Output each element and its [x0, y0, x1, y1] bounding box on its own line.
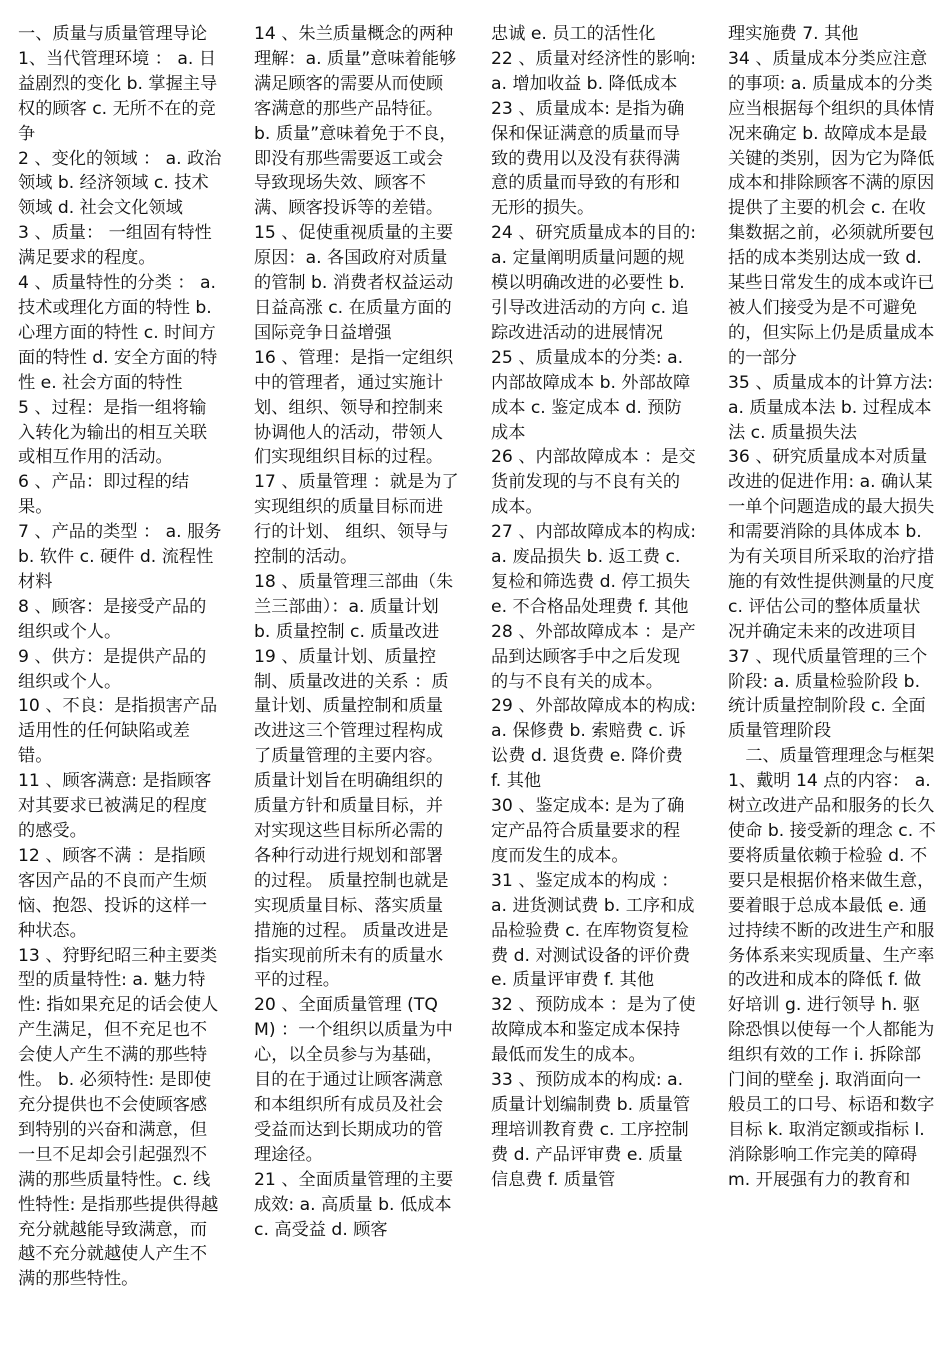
paragraph: 35 、质量成本的计算方法: a. 质量成本法 b. 过程成本法 c. 质量损失法: [728, 372, 934, 443]
paragraph: 8 、顾客：是接受产品的组织或个人。: [18, 596, 207, 642]
paragraph: 32 、预防成本 ：是为了使故障成本和鉴定成本保持最低而发生的成本。: [491, 995, 696, 1066]
paragraph: 23 、质量成本: 是指为确保和保证满意的质量而导致的费用以及没有获得满意的质量而导致的有形和无形的损失。: [491, 98, 685, 219]
paragraph: 29 、外部故障成本的构成: a. 保修费 b. 索赔费 c. 诉讼费 d. 退货费 e. 降价费 f. 其他: [491, 696, 697, 792]
text-column-1: [18, 22, 222, 1292]
text-column-4: [728, 22, 936, 1193]
paragraph: 15 、促使重视质量的主要原因：a. 各国政府对质量的管制 b. 消费者权益运动日益高涨 c. 在质量方面的国际竞争日益增强: [254, 223, 454, 343]
paragraph: 33 、预防成本的构成: a. 质量计划编制费 b. 质量管理培训教育费 c. 工序控制费 d. 产品评审费 e. 质量信息费 f. 质量管: [491, 1070, 691, 1190]
paragraph: 忠诚 e. 员工的活性化: [491, 24, 656, 44]
paragraph: 2 、变化的领域 ： a. 政治领域 b. 经济领域 c. 技术领域 d. 社会文化领域: [18, 148, 222, 219]
paragraph: 30 、鉴定成本: 是为了确定产品符合质量要求的程度而发生的成本。: [491, 796, 685, 866]
paragraph: 21 、全面质量管理的主要成效: a. 高质量 b. 低成本 c. 高受益 d. 顾客: [254, 1169, 454, 1240]
paragraph: 27 、内部故障成本的构成: a. 废品损失 b. 返工费 c. 复检和筛选费 d. 停工损失 e. 不合格品处理费 f. 其他: [491, 522, 697, 617]
paragraph: 34 、质量成本分类应注意的事项: a. 质量成本的分类应当根据每个组织的具体情况来确定 b. 故障成本是最关键的类别，因为它为降低成本和排除顾客不满的原因提供了主要的机会 c. 在收集数据之前，必须就所要包括的成本类别达成一致 d. 某些日常发生的成本或许已被人们接受为是不可避免的，但实际上仍是质量成本的一部分: [728, 48, 935, 368]
paragraph: 17 、质量管理 ：就是为了实现组织的质量目标而进行的计划、 组织、领导与控制的活动。: [254, 472, 459, 568]
paragraph: 20 、全面质量管理 (TQM) ：一个组织以质量为中心，以全员参与为基础，目的在于通过让顾客满意和本组织所有成员及社会受益而达到长期成功的管理途径。: [254, 995, 453, 1165]
section-heading: 二、质量管理理念与框架 1、戴明 14 点的内容： a. 树立改进产品和服务的长久使命 b. 接受新的理念 c. 不要将质量依赖于检验 d. 不要只是根据价格来做生意，要着眼于总成本最低 e. 通过持续不断的改进生产和服务体系来实现质量、生产率的改进和成本的降低 f. 做好培训 g. 进行领导 h. 驱除恐惧以使每一个人都能为组织有效的工作 i. 拆除部门间的壁垒 j. 取消面向一般员工的口号、标语和数字目标 k. 取消定额或指标 l. 消除影响工作完美的障碍 m. 开展强有力的教育和: [728, 746, 936, 1190]
paragraph: 3 、质量： 一组固有特性满足要求的程度。: [18, 223, 212, 269]
paragraph: 16 、管理：是指一定组织中的管理者，通过实施计划、组织、领导和控制来协调他人的活动，带领人们实现组织目标的过程。: [254, 347, 454, 468]
paragraph: 理实施费 7. 其他: [728, 24, 859, 44]
text-column-2: [254, 22, 459, 1242]
paragraph: 25 、质量成本的分类: a. 内部故障成本 b. 外部故障成本 c. 鉴定成本 d. 预防成本: [491, 347, 691, 443]
paragraph: 22 、质量对经济性的影响: a. 增加收益 b. 降低成本: [491, 48, 697, 94]
paragraph: 37 、现代质量管理的三个阶段: a. 质量检验阶段 b. 统计质量控制阶段 c. 全面质量管理阶段: [728, 646, 928, 742]
paragraph: 14 、朱兰质量概念的两种理解：a. 质量”意味着能够满足顾客的需要从而使顾客满意的那些产品特征。 b. 质量”意味着免于不良，即没有那些需要返工或会导致现场失效、顾客不满、顾客投诉等的差错。: [254, 24, 457, 219]
paragraph: 7 、产品的类型 ： a. 服务 b. 软件 c. 硬件 d. 流程性材料: [18, 522, 222, 592]
paragraph: 1、当代管理环境 ： a. 日益剧烈的变化 b. 掌握主导权的顾客 c. 无所不在的竞争: [18, 48, 218, 144]
paragraph: 11 、顾客满意: 是指顾客对其要求已被满足的程度的感受。: [18, 771, 212, 841]
paragraph: 36 、研究质量成本对质量改进的促进作用: a. 确认某一单个问题造成的最大损失和需要消除的具体成本 b. 为有关项目所采取的治疗措施的有效性提供测量的尺度 c. 评估公司的整体质量状况并确定未来的改进项目: [728, 447, 935, 642]
paragraph: 5 、过程：是指一组将输入转化为输出的相互关联或相互作用的活动。: [18, 397, 208, 468]
paragraph: 24 、研究质量成本的目的: a. 定量阐明质量问题的规模以明确改进的必要性 b. 引导改进活动的方向 c. 追踪改进活动的进展情况: [491, 223, 697, 343]
paragraph: 12 、顾客不满 ：是指顾客因产品的不良而产生烦恼、抱怨、投诉的这样一种状态。: [18, 845, 208, 941]
paragraph: 4 、质量特性的分类 ： a. 技术或理化方面的特性 b. 心理方面的特性 c. 时间方面的特性 d. 安全方面的特性 e. 社会方面的特性: [18, 273, 218, 393]
paragraph: 26 、内部故障成本 ：是交货前发现的与不良有关的成本。: [491, 447, 696, 518]
paragraph: 6 、产品：即过程的结果。: [18, 472, 190, 518]
paragraph: 9 、供方：是提供产品的组织或个人。: [18, 646, 207, 692]
paragraph: 28 、外部故障成本 ：是产品到达顾客手中之后发现的与不良有关的成本。: [491, 621, 696, 692]
paragraph: 18 、质量管理三部曲（朱兰三部曲）：a. 质量计划 b. 质量控制 c. 质量改进: [254, 571, 454, 642]
paragraph: 31 、鉴定成本的构成 ： a. 进货测试费 b. 工序和成品检验费 c. 在库物资复检费 d. 对测试设备的评价费 e. 质量评审费 f. 其他: [491, 870, 695, 991]
paragraph: 19 、质量计划、质量控制、质量改进的关系 ：质量计划、质量控制和质量改进这三个管理过程构成了质量管理的主要内容。质量计划旨在明确组织的质量方针和质量目标，并对实现这些目标所必需的各种行动进行规划和部署的过程。 质量控制也就是实现质量目标、落实质量措施的过程。 质量改进是指实现前所未有的质量水平的过程。: [254, 646, 449, 991]
paragraph: 10 、不良：是指损害产品适用性的任何缺陷或差错。: [18, 696, 218, 767]
text-column-3: [491, 22, 696, 1193]
section-heading: 一、质量与质量管理导论: [18, 24, 208, 44]
paragraph: 13 、狩野纪昭三种主要类型的质量特性: a. 魅力特性: 指如果充足的话会使人产生满足，但不充足也不会使人产生不满的那些特性。 b. 必须特性: 是即使充分提供也不会使顾客感到特别的兴奋和满意，但一旦不足却会引起强烈不满的那些质量特性。c. 线性特性: 是指那些提供得越充分就越能导致满意，而越不充分就越使人产生不满的那些特性。: [18, 945, 219, 1290]
